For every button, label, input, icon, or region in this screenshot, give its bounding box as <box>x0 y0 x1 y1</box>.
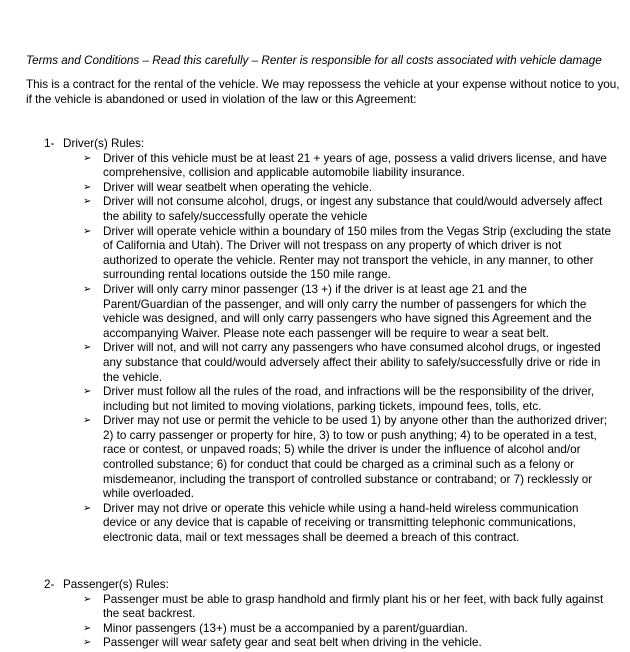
list-item-text: Passenger will wear safety gear and seat belt when driving in the vehicle. <box>103 636 482 650</box>
section-number: 2- <box>44 578 55 591</box>
list-item-text: Driver may not use or permit the vehicle to be used 1) by anyone other than the authorized driver; 2) to carry passenger or property for hire, 3) to tow or push anything; 4) to be operated in a test, race or contest, or unpaved roads; 5) while the driver is under the influence of alcohol and/or controlled substance; 6) for conduct that could be charged as a criminal such as a felony or misdemeanor, including the transport of controlled substance or contraband; or 7) recklessly or while overloaded. <box>103 414 608 501</box>
list-item-text: Driver will wear seatbelt when operating the vehicle. <box>103 180 372 194</box>
list-item <box>0 414 611 502</box>
section-number: 1- <box>44 137 55 150</box>
arrow-bullet-icon: ➢ <box>83 386 92 398</box>
arrow-bullet-icon: ➢ <box>83 342 92 354</box>
arrow-bullet-icon: ➢ <box>83 415 92 427</box>
list-item <box>0 195 611 224</box>
list-item <box>0 283 611 341</box>
list-item <box>0 593 611 622</box>
list-item <box>0 385 611 414</box>
arrow-bullet-icon: ➢ <box>83 283 92 295</box>
document-title: Terms and Conditions – Read this carefully – Renter is responsible for all costs associated with vehicle damage <box>26 54 602 67</box>
arrow-bullet-icon: ➢ <box>83 181 92 193</box>
section-title: Driver(s) Rules: <box>63 137 145 150</box>
list-item-text: Minor passengers (13+) must be a accompanied by a parent/guardian. <box>103 621 468 635</box>
list-item <box>0 502 611 546</box>
list-item-text: Passenger must be able to grasp handhold and firmly plant his or her feet, with back fully against the seat backrest. <box>103 592 604 621</box>
list-item-text: Driver will only carry minor passenger (13 +) if the driver is at least age 21 and the Parent/Guardian of the passenger, and will only carry the number of passengers for which the vehicle was designed, and will only carry passengers who have signed this Agreement and the accompanying Waiver. Please note each passenger will be require to wear a seat belt. <box>103 282 592 340</box>
list-item <box>0 225 611 283</box>
list-item-text: Driver will not, and will not carry any passengers who have consumed alcohol drugs, or ingested any substance that could/would adversely affect their ability to safely/successfully drive or ride in the vehicle. <box>103 341 601 384</box>
list-item <box>0 341 611 385</box>
list-item-text: Driver may not drive or operate this vehicle while using a hand-held wireless communication device or any device that is capable of receiving or transmitting telephonic communications, electronic data, mail or text messages shall be deemed a breach of this contract. <box>103 501 579 545</box>
list-item-text: Driver of this vehicle must be at least 21 + years of age, possess a valid drivers license, and have comprehensive, collision and applicable automobile liability insurance. <box>103 151 607 180</box>
arrow-bullet-icon: ➢ <box>83 637 92 649</box>
arrow-bullet-icon: ➢ <box>83 502 92 514</box>
arrow-bullet-icon: ➢ <box>83 196 92 208</box>
list-item <box>0 636 611 651</box>
bullet-list <box>0 152 630 546</box>
intro-paragraph <box>26 78 626 107</box>
arrow-bullet-icon: ➢ <box>83 152 92 164</box>
section-heading <box>44 578 169 593</box>
bullet-list <box>0 593 630 651</box>
list-item <box>0 181 611 196</box>
list-item <box>0 152 611 181</box>
intro-text: This is a contract for the rental of the vehicle. We may repossess the vehicle at your expense without notice to you, if the vehicle is abandoned or used in violation of the law or this Agreement: <box>26 78 620 106</box>
arrow-bullet-icon: ➢ <box>83 593 92 605</box>
section-heading <box>44 137 144 152</box>
arrow-bullet-icon: ➢ <box>83 622 92 634</box>
list-item-text: Driver will operate vehicle within a boundary of 150 miles from the Vegas Strip (excluding the state of California and Utah). The Driver will not trespass on any property of which driver is not authorized to operate the vehicle. Renter may not transport the vehicle, in any manner, to other surrounding rental locations outside the 150 mile range. <box>103 224 612 282</box>
arrow-bullet-icon: ➢ <box>83 225 92 237</box>
list-item <box>0 622 611 637</box>
section-title: Passenger(s) Rules: <box>63 578 169 591</box>
list-item-text: Driver must follow all the rules of the road, and infractions will be the responsibility of the driver, including but not limited to moving violations, parking tickets, impound fees, tolls, etc. <box>103 385 595 413</box>
list-item-text: Driver will not consume alcohol, drugs, or ingest any substance that could/would adversely affect the ability to safely/successfully operate the vehicle <box>103 195 603 223</box>
